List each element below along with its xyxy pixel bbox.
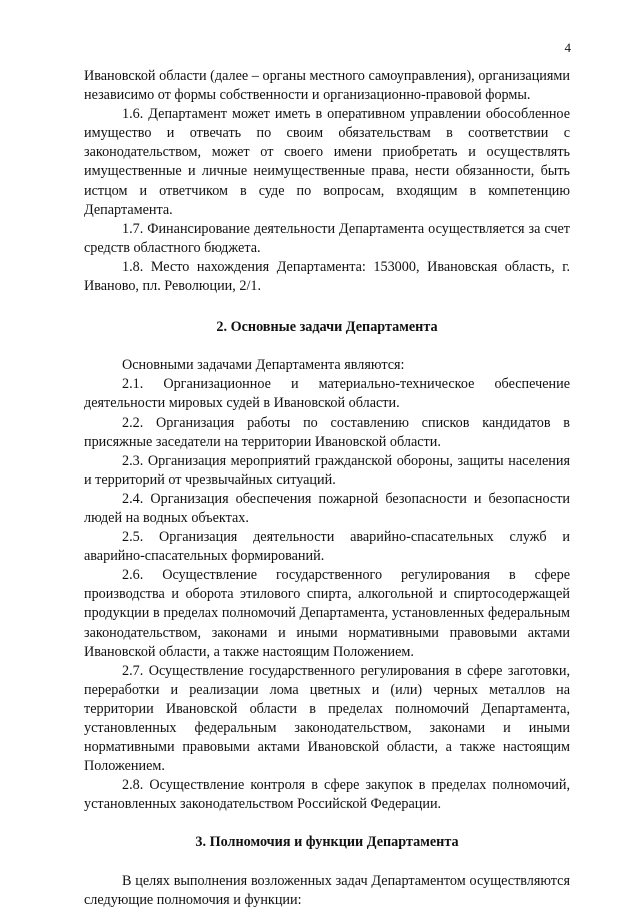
- page-number: 4: [564, 40, 571, 55]
- document-body: [84, 67, 570, 910]
- paragraph-2-3: 2.3. Организация мероприятий гражданской обороны, защиты населения и территорий от чрезвычайных ситуаций.: [84, 452, 570, 488]
- paragraph-2-1: 2.1. Организационное и материально-техническое обеспечение деятельности мировых судей в Ивановской области.: [84, 376, 570, 412]
- paragraph-2-4: 2.4. Организация обеспечения пожарной безопасности и безопасности людей на водных объектах.: [84, 490, 570, 526]
- paragraph-2-2: 2.2. Организация работы по составлению списков кандидатов в присяжные заседатели на территории Ивановской области.: [84, 414, 570, 450]
- section-2-intro: Основными задачами Департамента являются:: [122, 357, 405, 374]
- paragraph-1-6: 1.6. Департамент может иметь в оперативном управлении обособленное имущество и отвечать по своим обязательствам в соответствии с законодательством, может от своего имени приобретать и осуществлять имущественные и личные неимущественные права, нести обязанности, быть истцом и ответчиком в суде по вопросам, входящим в компетенцию Департамента.: [84, 106, 570, 218]
- paragraph-2-8: 2.8. Осуществление контроля в сфере закупок в пределах полномочий, установленных законодательством Российской Федерации.: [84, 777, 570, 813]
- section-3-heading: 3. Полномочия и функции Департамента: [195, 834, 459, 851]
- paragraph-1-8: 1.8. Место нахождения Департамента: 153000, Ивановская область, г. Иваново, пл. Революции, 2/1.: [84, 258, 570, 295]
- paragraph-1-7: 1.7. Финансирование деятельности Департамента осуществляется за счет средств областного бюджета.: [84, 220, 570, 256]
- section-2-heading: 2. Основные задачи Департамента: [216, 319, 438, 336]
- paragraph-2-7: 2.7. Осуществление государственного регулирования в сфере заготовки, переработки и реализации лома цветных и (или) черных металлов на территории Ивановской области в пределах полномочий Департамента, установленных федеральным законодательством, законами и иными нормативными правовыми актами Ивановской области, а также настоящим Положением.: [84, 662, 570, 775]
- paragraph-2-6: 2.6. Осуществление государственного регулирования в сфере производства и оборота этилового спирта, алкогольной и спиртосодержащей продукции в пределах полномочий Департамента, установленных федеральным законодательством, законами и иными нормативными правовыми актами Ивановской области, а также настоящим Положением.: [84, 567, 570, 660]
- paragraph-continuation: Ивановской области (далее – органы местного самоуправления), организациями независимо от формы собственности и организационно-правовой формы.: [84, 68, 570, 104]
- paragraph-2-5: 2.5. Организация деятельности аварийно-спасательных служб и аварийно-спасательных формирований.: [84, 529, 570, 565]
- section-3-intro: В целях выполнения возложенных задач Департаментом осуществляются следующие полномочия и функции:: [84, 872, 570, 908]
